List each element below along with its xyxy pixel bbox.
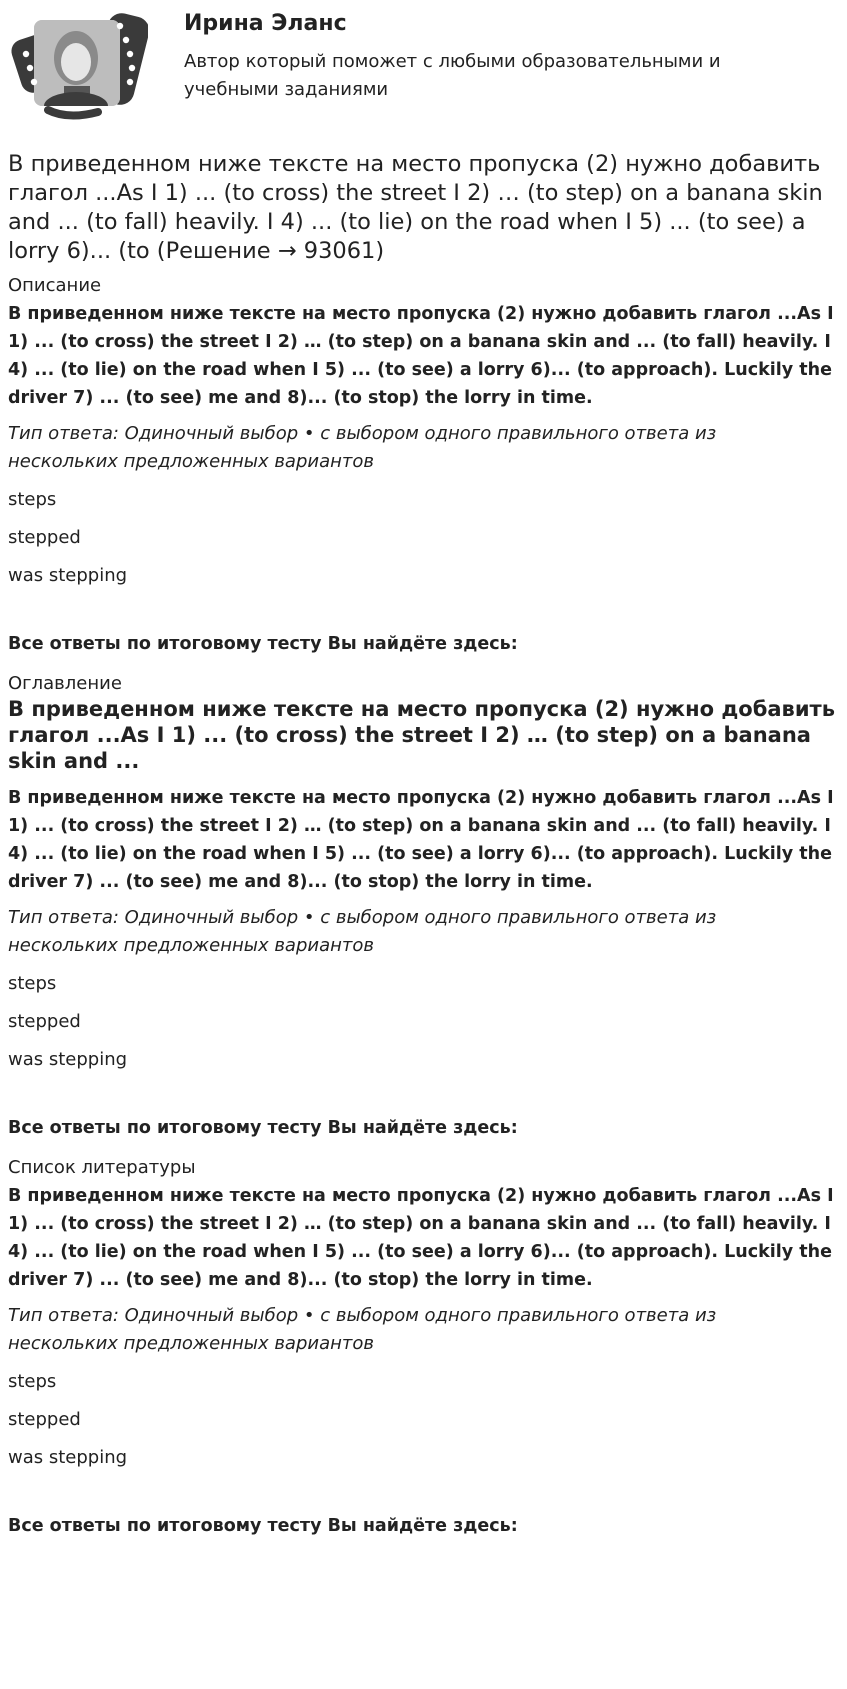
- section-label-literature: Список литературы: [8, 1157, 196, 1178]
- option-was-stepping[interactable]: was stepping: [8, 1049, 128, 1070]
- answer-type: Тип ответа: Одиночный выбор • с выбором одного правильного ответа из нескольких предложенных вариантов: [8, 1305, 717, 1354]
- answer-options: [8, 970, 839, 1074]
- avatar-film-frame-icon: [8, 6, 148, 124]
- author-meta: [184, 6, 784, 104]
- answer-type: Тип ответа: Одиночный выбор • с выбором одного правильного ответа из нескольких предложенных вариантов: [8, 423, 717, 472]
- section-label-description: Описание: [8, 275, 102, 296]
- option-steps[interactable]: steps: [8, 973, 57, 994]
- author-card: [8, 0, 839, 128]
- option-stepped[interactable]: stepped: [8, 527, 81, 548]
- question-text: В приведенном ниже тексте на место пропуска (2) нужно добавить глагол ...As I 1) ... (to cross) the street I 2) … (to step) on a banana skin and ... (to fall) heavily. I 4) ... (to lie) on the road when I 5) ... (to see) a lorry 6)... (to approach). Luckily the driver 7) ... (to see) me and 8)... (to stop) the lorry in time.: [8, 304, 834, 408]
- question-text: В приведенном ниже тексте на место пропуска (2) нужно добавить глагол ...As I 1) ... (to cross) the street I 2) … (to step) on a banana skin and ... (to fall) heavily. I 4) ... (to lie) on the road when I 5) ... (to see) a lorry 6)... (to approach). Luckily the driver 7) ... (to see) me and 8)... (to stop) the lorry in time.: [8, 1186, 834, 1290]
- answers-link[interactable]: Все ответы по итоговому тесту Вы найдёте здесь:: [8, 1118, 518, 1138]
- option-was-stepping[interactable]: was stepping: [8, 565, 128, 586]
- option-stepped[interactable]: stepped: [8, 1011, 81, 1032]
- answer-options: [8, 1368, 839, 1472]
- option-stepped[interactable]: stepped: [8, 1409, 81, 1430]
- section-label-contents: Оглавление: [8, 673, 122, 694]
- answer-type: Тип ответа: Одиночный выбор • с выбором одного правильного ответа из нескольких предложенных вариантов: [8, 907, 717, 956]
- description-section: [8, 274, 839, 656]
- literature-section: [8, 1156, 839, 1538]
- option-was-stepping[interactable]: was stepping: [8, 1447, 128, 1468]
- author-name[interactable]: Ирина Эланс: [184, 11, 347, 36]
- answers-link[interactable]: Все ответы по итоговому тесту Вы найдёте здесь:: [8, 1516, 518, 1536]
- author-avatar: [8, 6, 148, 124]
- author-description: Автор который поможет с любыми образовательными и учебными заданиями: [184, 51, 721, 100]
- option-steps[interactable]: steps: [8, 489, 57, 510]
- answer-options: [8, 486, 839, 590]
- question-text: В приведенном ниже тексте на место пропуска (2) нужно добавить глагол ...As I 1) ... (to cross) the street I 2) … (to step) on a banana skin and ... (to fall) heavily. I 4) ... (to lie) on the road when I 5) ... (to see) a lorry 6)... (to approach). Luckily the driver 7) ... (to see) me and 8)... (to stop) the lorry in time.: [8, 788, 834, 892]
- page-title: В приведенном ниже тексте на место пропуска (2) нужно добавить глагол ...As I 1) ... (to cross) the street I 2) … (to step) on a banana skin and ... (to fall) heavily. I 4) ... (to lie) on the road when I 5) ... (to see) a lorry 6)... (to (Решение → 93061): [8, 151, 823, 264]
- answers-link[interactable]: Все ответы по итоговому тесту Вы найдёте здесь:: [8, 634, 518, 654]
- contents-heading: В приведенном ниже тексте на место пропуска (2) нужно добавить глагол ...As I 1) ... (to cross) the street I 2) … (to step) on a banana skin and ...: [8, 697, 835, 773]
- option-steps[interactable]: steps: [8, 1371, 57, 1392]
- contents-section: [8, 672, 839, 1140]
